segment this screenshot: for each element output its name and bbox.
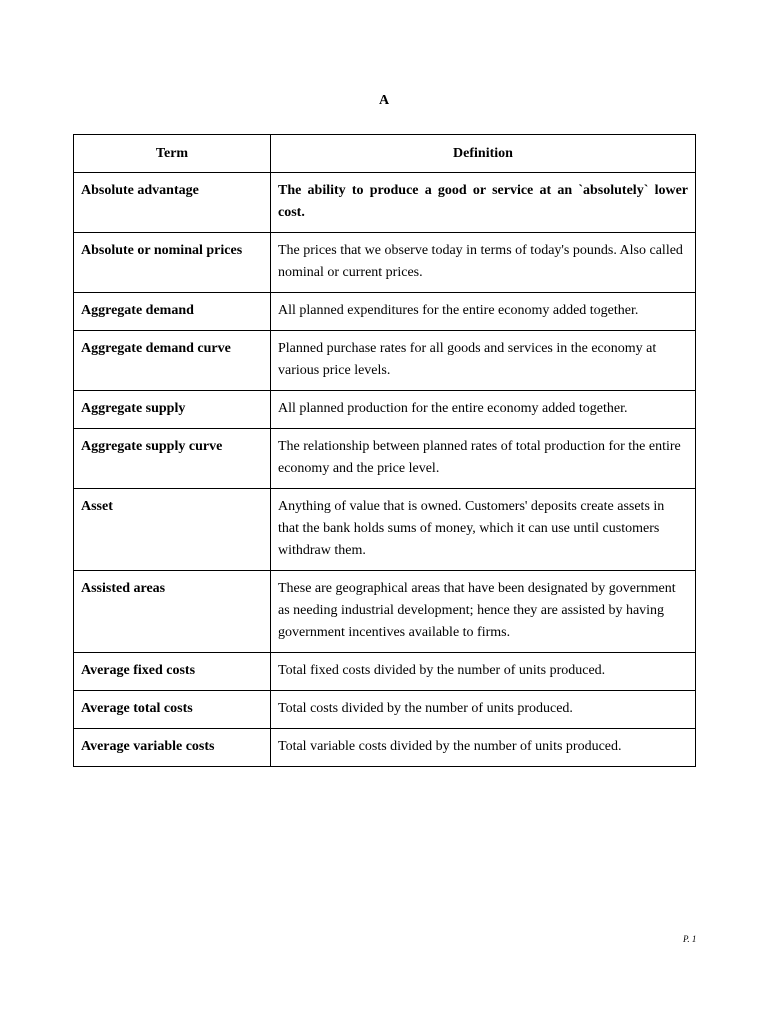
page-number: P. 1	[683, 934, 697, 944]
table-row	[74, 391, 696, 429]
table-row	[74, 293, 696, 331]
definition-cell: The relationship between planned rates of total production for the entire economy and the price level.	[271, 429, 696, 489]
term-cell: Absolute or nominal prices	[74, 233, 271, 293]
table-row	[74, 729, 696, 767]
definition-cell: These are geographical areas that have been designated by government as needing industrial development; hence they are assisted by having government incentives available to firms.	[271, 571, 696, 653]
table-row	[74, 331, 696, 391]
definition-cell: All planned production for the entire economy added together.	[271, 391, 696, 429]
definition-cell: Total variable costs divided by the number of units produced.	[271, 729, 696, 767]
definition-cell: Anything of value that is owned. Customers' deposits create assets in that the bank holds sums of money, which it can use until customers withdraw them.	[271, 489, 696, 571]
definition-cell: All planned expenditures for the entire economy added together.	[271, 293, 696, 331]
definition-cell: The prices that we observe today in terms of today's pounds. Also called nominal or current prices.	[271, 233, 696, 293]
term-cell: Asset	[74, 489, 271, 571]
term-cell: Aggregate demand	[74, 293, 271, 331]
term-column-header: Term	[74, 135, 271, 173]
header-row	[74, 135, 696, 173]
table-row	[74, 571, 696, 653]
table-row	[74, 489, 696, 571]
table-row	[74, 653, 696, 691]
definition-cell: Total costs divided by the number of units produced.	[271, 691, 696, 729]
term-cell: Aggregate supply curve	[74, 429, 271, 489]
definition-cell: Planned purchase rates for all goods and services in the economy at various price levels.	[271, 331, 696, 391]
table-row	[74, 691, 696, 729]
definition-column-header: Definition	[271, 135, 696, 173]
table-row	[74, 233, 696, 293]
term-cell: Average total costs	[74, 691, 271, 729]
glossary-table-header	[74, 135, 696, 173]
section-letter-heading: A	[378, 93, 390, 108]
term-cell: Absolute advantage	[74, 173, 271, 233]
term-cell: Assisted areas	[74, 571, 271, 653]
definition-cell: Total fixed costs divided by the number of units produced.	[271, 653, 696, 691]
table-row	[74, 429, 696, 489]
table-row	[74, 173, 696, 233]
term-cell: Aggregate supply	[74, 391, 271, 429]
definition-cell: The ability to produce a good or service at an `absolutely` lower cost.	[271, 173, 696, 233]
glossary-table-body	[74, 173, 696, 767]
term-cell: Average fixed costs	[74, 653, 271, 691]
term-cell: Aggregate demand curve	[74, 331, 271, 391]
term-cell: Average variable costs	[74, 729, 271, 767]
glossary-table	[73, 134, 696, 767]
